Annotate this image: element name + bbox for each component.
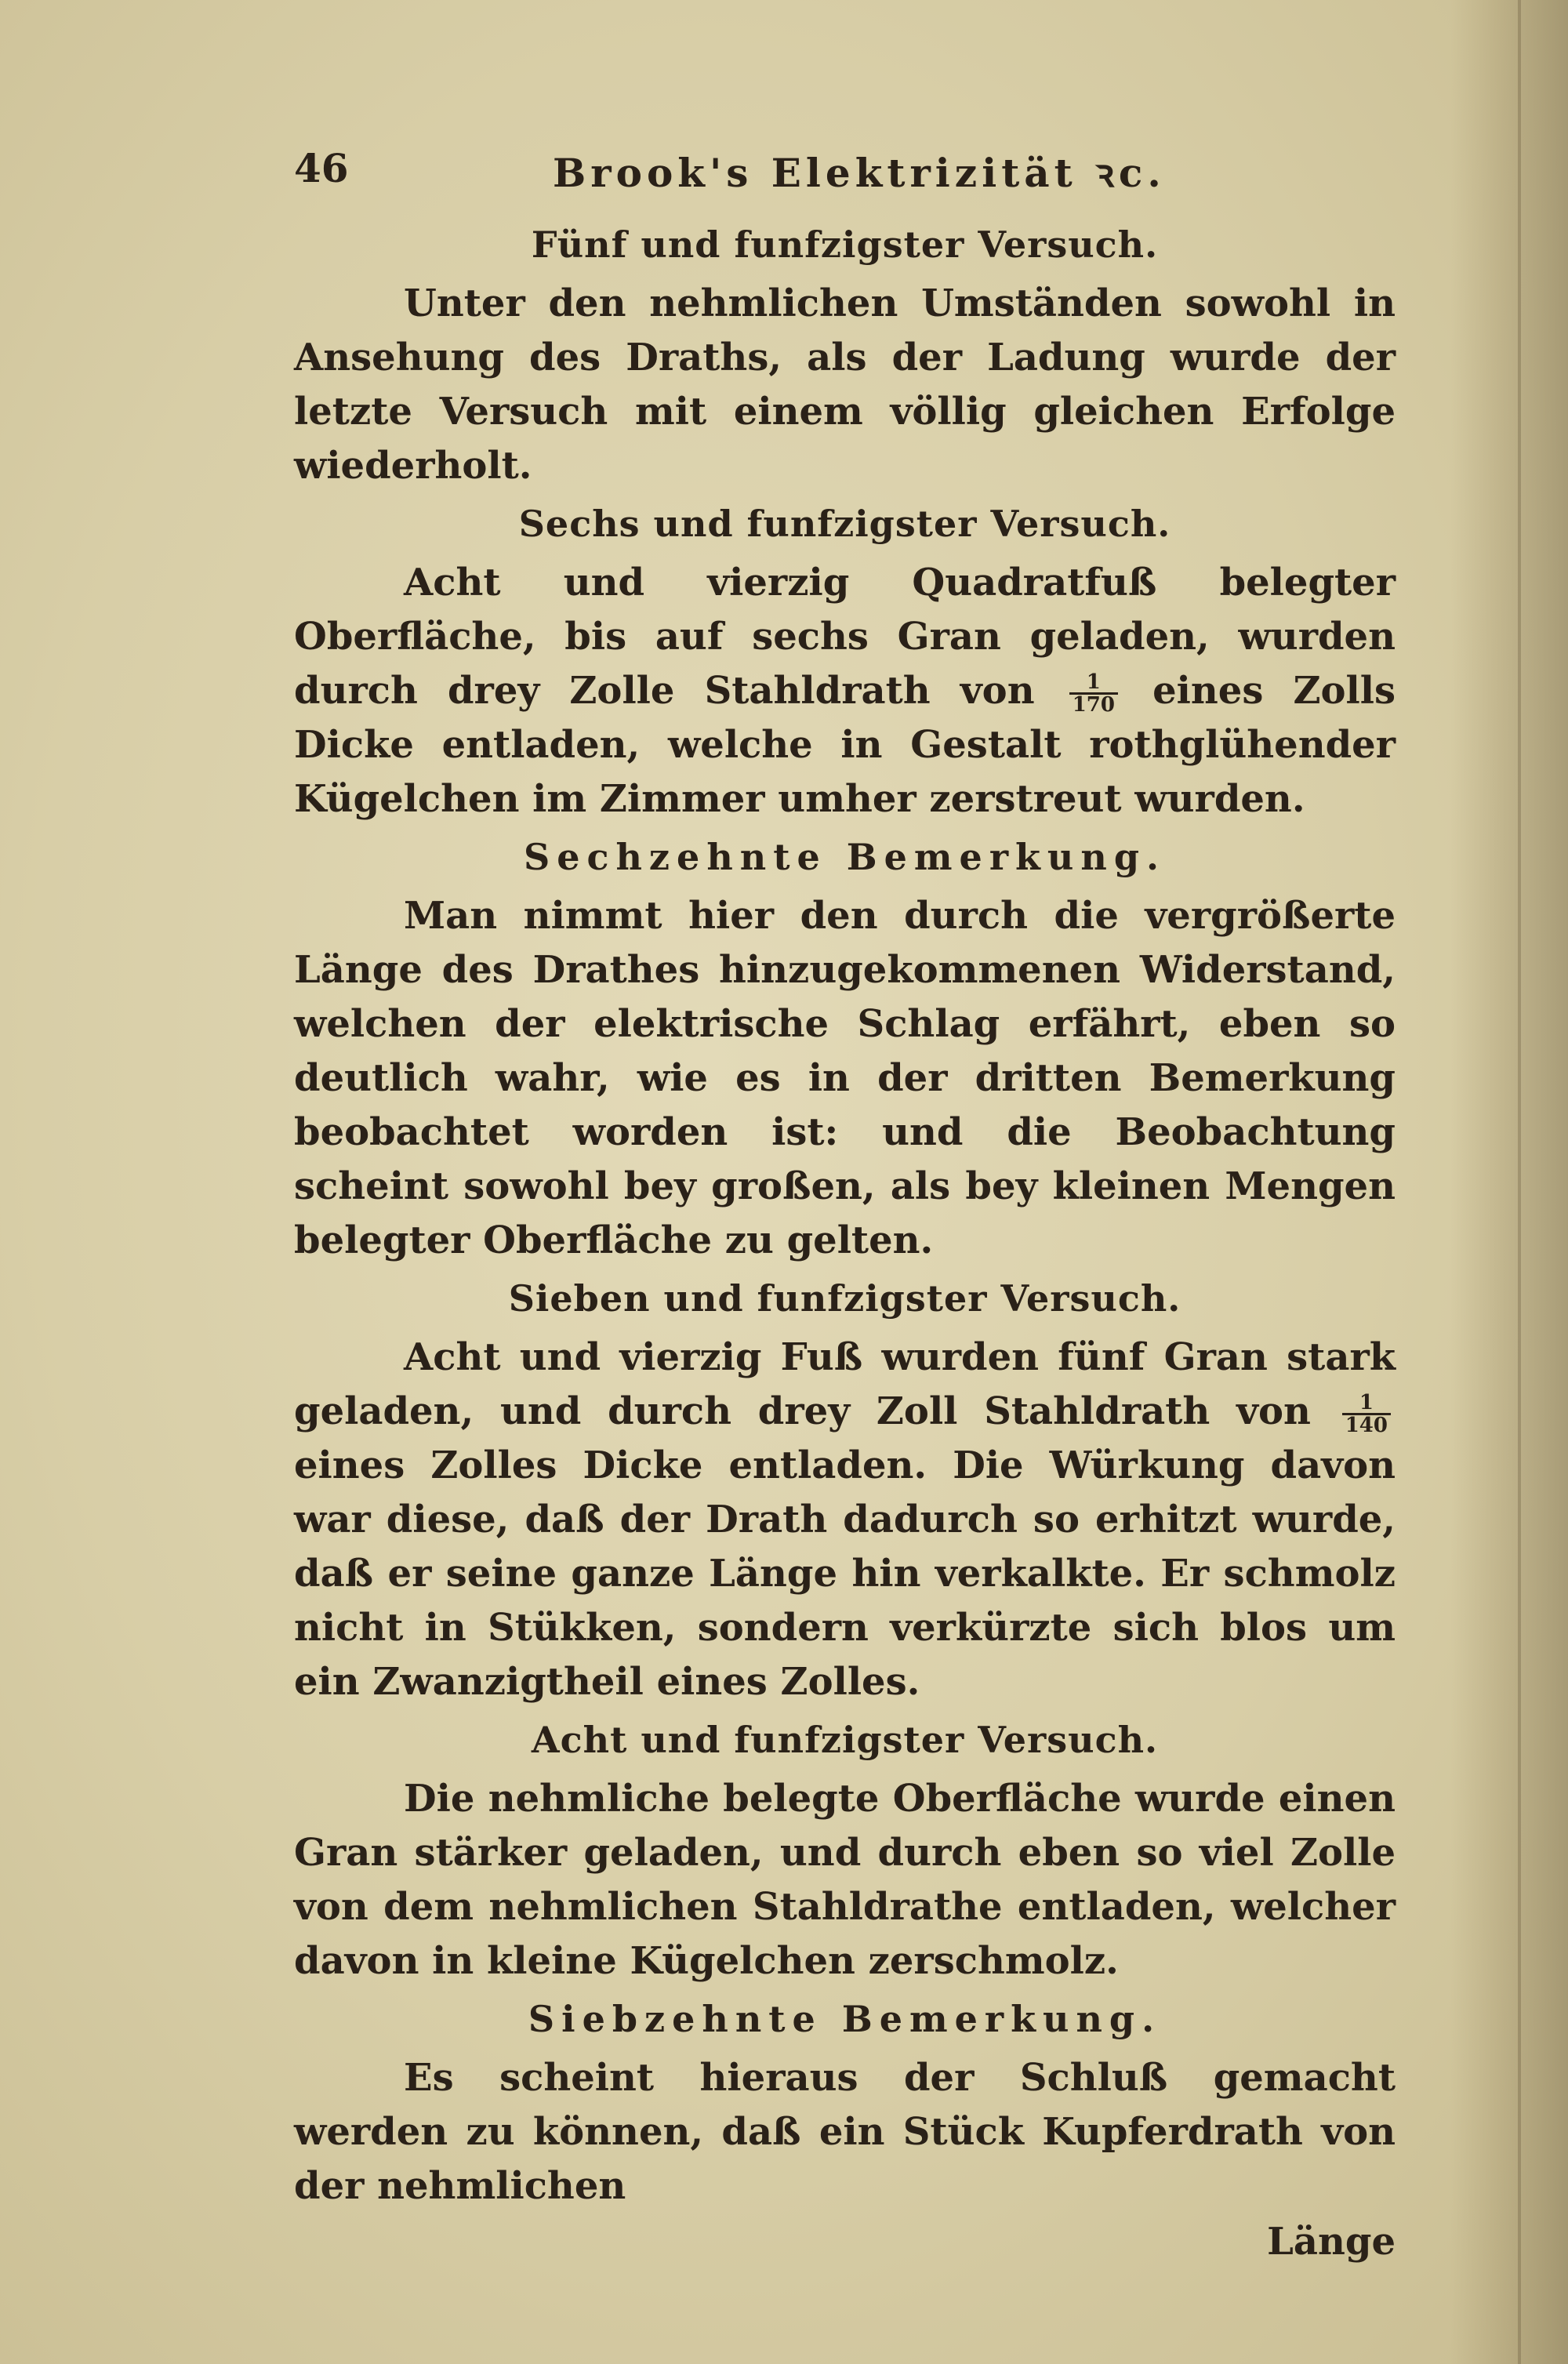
fraction-1-170 xyxy=(1069,672,1118,715)
section-text-57 xyxy=(294,1331,1396,1709)
section-text-55: Unter den nehmlichen Umständen sowohl in Ansehung des Draths, als der Ladung wurde der letzte Versuch mit einem völlig gleichen Erfolge wiederholt. xyxy=(294,281,1396,488)
section-text-57-part2: eines Zolles Dicke entladen. Die Würkung davon war diese, daß der Drath dadurch so erhitzt wurde, daß er seine ganze Länge hin verkalkte. Er schmolz nicht in Stükken, sondern verkürzte sich blos um ein Zwanzigtheil eines Zolles. xyxy=(294,1443,1396,1704)
section-text-56 xyxy=(294,556,1396,826)
section-text-58: Die nehmliche belegte Oberfläche wurde einen Gran stärker geladen, und durch eben so viel Zolle von dem nehmlichen Stahldrathe entladen, welcher davon in kleine Kügelchen zerschmolz. xyxy=(294,1777,1396,1983)
section-text-57-part1: Acht und vierzig Fuß wurden fünf Gran stark geladen, und durch drey Zoll Stahldrath von xyxy=(294,1335,1396,1433)
fraction-numerator: 1 xyxy=(1342,1393,1391,1415)
remark-text-17: Es scheint hieraus der Schluß gemacht werden zu können, daß ein Stück Kupferdrath von der nehmlichen xyxy=(294,2056,1396,2208)
page-content xyxy=(294,145,1396,2264)
section-text-56-part1: Acht und vierzig Quadratfuß belegter Oberfläche, bis auf sechs Gran geladen, wurden durch drey Zolle Stahldrath von xyxy=(294,561,1396,713)
remark-text-16: Man nimmt hier den durch die vergrößerte Länge des Drathes hinzugekommenen Widerstand, welchen der elektrische Schlag erfährt, eben so deutlich wahr, wie es in der dritten Bemerkung beobachtet worden ist: und die Beobachtung scheint sowohl bey großen, als bey kleinen Mengen belegter Oberfläche zu gelten. xyxy=(294,894,1396,1262)
fraction-1-140 xyxy=(1342,1393,1391,1436)
fraction-denominator: 140 xyxy=(1345,1414,1388,1437)
section-heading-56: Sechs und funfzigster Versuch. xyxy=(518,503,1171,545)
section-heading-55: Fünf und funfzigster Versuch. xyxy=(531,223,1159,266)
remark-heading-17: Siebzehnte Bemerkung. xyxy=(528,1998,1162,2040)
section-heading-58: Acht und funfzigster Versuch. xyxy=(531,1719,1159,1761)
page-number: 46 xyxy=(294,145,349,191)
running-title: Brook's Elektrizität ꝛc. xyxy=(553,150,1166,196)
section-heading-57: Sieben und funfzigster Versuch. xyxy=(508,1277,1181,1320)
remark-heading-16: Sechzehnte Bemerkung. xyxy=(523,836,1166,878)
catchword: Länge xyxy=(1267,2220,1396,2264)
page-spine-shadow xyxy=(1450,0,1568,2364)
page-fold-line xyxy=(1518,0,1521,2364)
fraction-denominator: 170 xyxy=(1072,693,1115,717)
running-head xyxy=(294,145,1396,200)
fraction-numerator: 1 xyxy=(1069,672,1118,695)
section-text-56-part2: eines Zolls Dicke entladen, welche in Gestalt rothglühender Kügelchen im Zimmer umher zerstreut wurden. xyxy=(294,669,1396,821)
